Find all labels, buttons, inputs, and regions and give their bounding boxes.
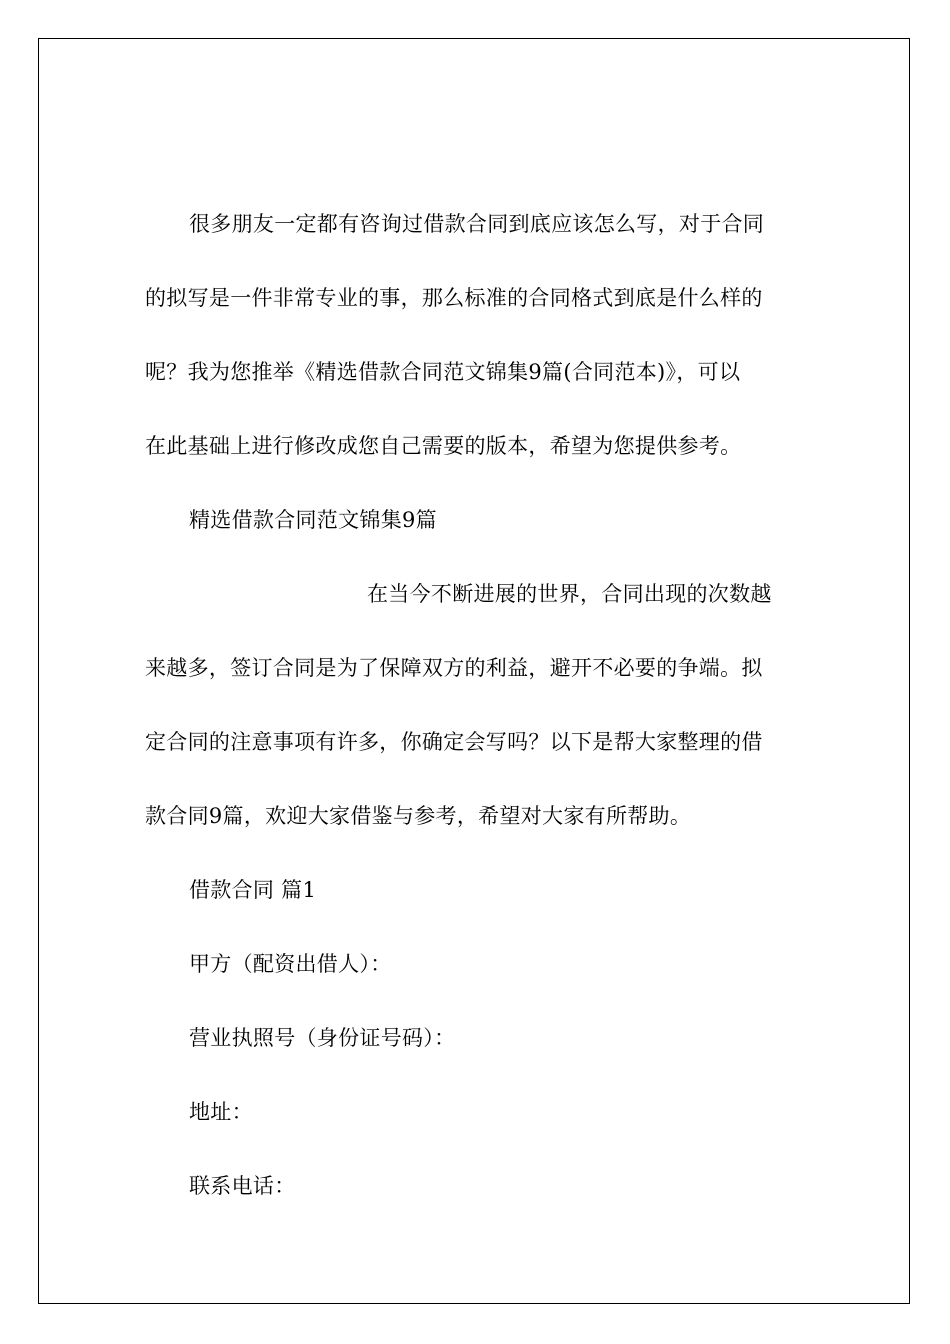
preface-paragraph-line-2: 来越多，签订合同是为了保障双方的利益，避开不必要的争端。拟 bbox=[145, 656, 763, 680]
intro-paragraph-line-4: 在此基础上进行修改成您自己需要的版本，希望为您提供参考。 bbox=[145, 434, 742, 458]
preface-paragraph-line-1: 在当今不断进展的世界，合同出现的次数越 bbox=[367, 582, 772, 606]
section-heading: 借款合同 篇1 bbox=[189, 878, 317, 902]
address-label: 地址： bbox=[189, 1100, 253, 1124]
preface-paragraph-line-3: 定合同的注意事项有许多，你确定会写吗？以下是帮大家整理的借 bbox=[145, 730, 763, 754]
intro-paragraph-line-2: 的拟写是一件非常专业的事，那么标准的合同格式到底是什么样的 bbox=[145, 286, 763, 310]
intro-paragraph-line-3: 呢？我为您推举《精选借款合同范文锦集9篇(合同范本)》，可以 bbox=[145, 360, 741, 384]
intro-paragraph-line-1: 很多朋友一定都有咨询过借款合同到底应该怎么写，对于合同 bbox=[189, 212, 765, 236]
party-a-label: 甲方（配资出借人）： bbox=[189, 952, 392, 976]
license-number-label: 营业执照号（身份证号码）： bbox=[189, 1026, 456, 1050]
document-title: 精选借款合同范文锦集9篇 bbox=[189, 508, 437, 532]
phone-label: 联系电话： bbox=[189, 1174, 296, 1198]
preface-paragraph-line-4: 款合同9篇，欢迎大家借鉴与参考，希望对大家有所帮助。 bbox=[145, 804, 692, 828]
